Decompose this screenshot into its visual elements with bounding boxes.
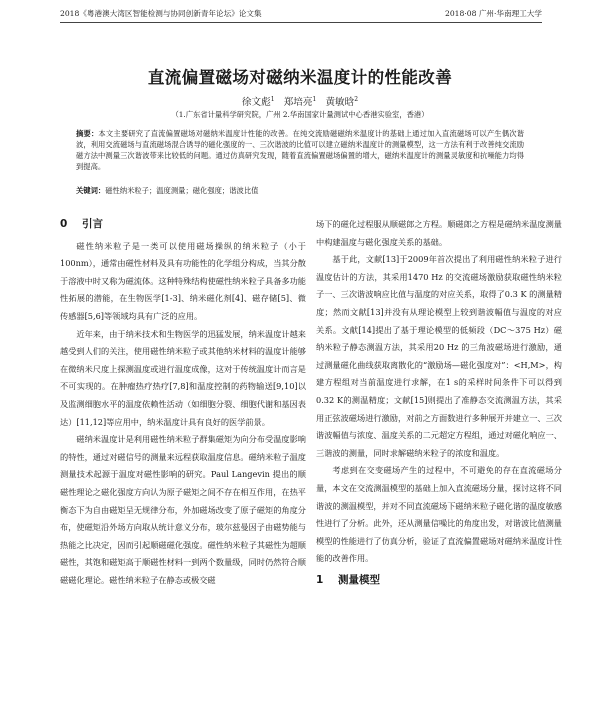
author-name: 郑培亮 — [283, 97, 313, 108]
paragraph: 场下的磁化过程服从顺磁郎之方程。顺磁郎之方程是磁纳米温度测量中构建温度与磁化强度关系的基础。 — [316, 219, 562, 247]
section-number: 0 — [60, 218, 68, 230]
right-column — [316, 216, 562, 593]
abstract-text: 本文主要研究了直流偏置磁场对磁纳米温度计性能的改善。在纯交流励磁磁纳米温度计的基础上通过加入直流磁场可以产生偶次谐波，利用交流磁场与直流磁场混合诱导的磁化强度的一、三次谐波的比值可以建立磁纳米温度计的测量模型，这一方法有利于改善纯交流励磁方法中测量三次谐波带来比较低的问题。通过仿真研究发现，随着直流偏置磁场偏置的增大，磁纳米温度计的测量灵敏度和抗噪能力均得到提高。 — [76, 129, 525, 171]
abstract — [76, 128, 524, 172]
affiliation: （1.广东省计量科学研究院，广州 2.华南国家计量测试中心香港实验室，香港） — [171, 110, 429, 119]
paragraph: 磁性纳米粒子是一类可以使用磁场操纵的纳米粒子（小于100nm），通常由磁性材料及具有功能性的化学组分构成，当其分散于溶液中时又称为磁流体。这种特殊结构使磁性纳米粒子具备多功能性拓展的潜能，在生物医学[1-3]、纳米磁化剂[4]、磁存储[5]、微传感器[5,6]等领域均具有广泛的应用。 — [60, 240, 306, 321]
author-name: 徐文彪 — [241, 97, 271, 108]
paragraph: 基于此，文献[13]于2009年首次提出了利用磁性纳米粒子进行温度估计的方法，其采用1470 Hz 的交流磁场激励获取磁性纳米粒子一、三次谐波响应比值与温度的对应关系，取得了0.3 K 的测量精度；然而文献[13]并没有从理论模型上较到谐波幅值与温度的对应关系。文献[14]提出了基于理论模型的低频段（DC～375 Hz）磁纳米粒子静态测温方法，其采用20 Hz 的三角波磁场进行激励，通过测量磁化曲线获取离散化的“激励场—磁化强度对”：<H,M>，构建方程组对当前温度进行求解，在1 s的采样时间条件下可以得到0.32 K的测温精度；文献[15]则提出了准静态交流测温方法，其采用正弦波磁场进行激励，对前之方面数进行多种展开并建立一、三次谐波幅值与浓度、温度关系的二元超定方程组，通过对磁化响应一、三谐波的测量，同时求解磁纳米粒子的浓度和温度。 — [316, 254, 562, 458]
section-number: 1 — [316, 573, 324, 586]
author-affil-mark: 1 — [270, 95, 275, 103]
paper-title: 直流偏置磁场对磁纳米温度计的性能改善 — [147, 68, 453, 87]
keywords-label: 关键词： — [76, 186, 106, 195]
paragraph: 磁纳米温度计是利用磁性纳米粒子群集磁矩为向分布受温度影响的特性，通过对磁信号的测量来远程获取温度信息。磁纳米粒子温度测量技术起源于温度对磁性影响的研究。Paul Langevin 提出的顺磁性理论之磁化强度方向认为原子磁矩之间不存在相互作用，在热平衡态下为自由磁矩呈无规律分布，外加磁场改变了原子磁矩的角度分布，使磁矩沿外场方向取从统计意义分布，玻尔兹曼因子由磁势能与热能之比决定，因而引起顺磁磁化强度。磁性纳米粒子其磁性为超顺磁性，其饱和磁矩高于顺磁性材料一到两个数量级，同时仍然符合顺磁磁化理论。磁性纳米粒子在静态或极交磁 — [60, 434, 306, 585]
keywords — [76, 186, 524, 196]
left-column — [60, 216, 306, 589]
author-affil-mark: 1 — [312, 95, 317, 103]
author-list — [0, 94, 600, 108]
keywords-text: 磁性纳米粒子；温度测量；磁化强度；谐波比值 — [105, 186, 259, 195]
author-affil-mark: 2 — [354, 95, 359, 103]
paragraph: 考虑到在交变磁场产生的过程中，不可避免的存在直流磁场分量，本文在交流测温模型的基础上加入直流磁场分量，探讨这将不同谐波的测温模型，并对不同直流磁场下磁纳米粒子磁化谐的温度敏感性进行了分析。此外，还从测量信噪比的角度出发，对谐波比值测量模型的性能进行了仿真分析，验证了直流偏置磁场对磁纳米温度计性能的改善作用。 — [316, 465, 562, 564]
section-title: 测量模型 — [338, 573, 380, 586]
running-header-left: 2018《粤港澳大湾区智能检测与协同创新青年论坛》论文集 — [60, 9, 262, 18]
paragraph: 近年来，由于纳米技术和生物医学的迅猛发展，纳米温度计越来越受到人们的关注，使用磁性纳米粒子或其他纳米材料的温度计能够在微纳米尺度上探测温度或进行温度成像，这对于传统温度计而言是不可实现的。在肿瘤热疗热疗[7,8]和温度控制的药物输送[9,10]以及监测细胞水平的温度依赖性活动（如细胞分裂、细胞代谢和基因表达）[11,12]等应用中，纳米温度计具有良好的医学前景。 — [60, 328, 306, 427]
section-heading-model — [316, 572, 562, 590]
abstract-label: 摘要： — [76, 129, 99, 138]
section-heading-intro — [60, 216, 306, 234]
section-title: 引言 — [82, 218, 103, 230]
running-header — [60, 8, 542, 23]
author-name: 黄敏晗 — [325, 97, 355, 108]
running-header-right: 2018·08 广州·华南理工大学 — [445, 9, 542, 18]
